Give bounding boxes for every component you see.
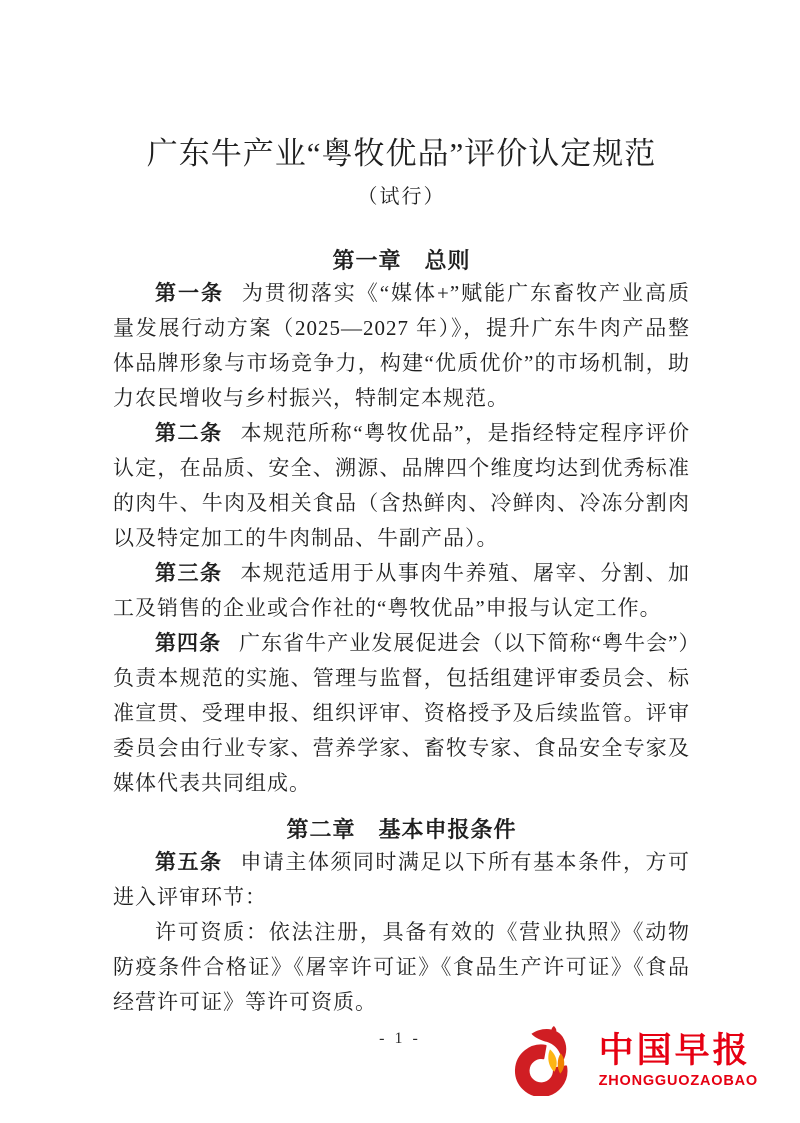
article-6: [113, 915, 690, 1020]
article-5-text: 申请主体须同时满足以下所有基本条件，方可进入评审环节：: [113, 850, 691, 909]
article-2-text: 本规范所称“粤牧优品”，是指经特定程序评价认定，在品质、安全、溯源、品牌四个维度均达到优秀标准的肉牛、牛肉及相关食品（含热鲜肉、冷鲜肉、冷冻分割肉以及特定加工的牛肉制品、牛副产品）。: [113, 421, 691, 550]
document-subtitle: （试行）: [357, 186, 446, 208]
chapter-2-heading: 第二章 基本申报条件: [286, 817, 517, 842]
article-2: [113, 416, 690, 556]
article-2-number: 第二条: [155, 421, 223, 445]
article-1: [113, 276, 690, 416]
article-3-number: 第三条: [155, 561, 223, 585]
zhongguozaobao-logo-text: [599, 1024, 758, 1089]
article-5: [113, 845, 690, 915]
article-1-number: 第一条: [155, 281, 224, 305]
article-5-number: 第五条: [155, 850, 223, 874]
article-3-text: 本规范适用于从事肉牛养殖、屠宰、分割、加工及销售的企业或合作社的“粤牧优品”申报与认定工作。: [113, 561, 691, 620]
zhongguozaobao-flame-icon: [505, 1026, 593, 1096]
document-title: 广东牛产业“粤牧优品”评价认定规范: [146, 136, 657, 171]
article-4-text: 广东省牛产业发展促进会（以下简称“粤牛会”）负责本规范的实施、管理与监督，包括组建评审委员会、标准宣贯、受理申报、组织评审、资格授予及后续监管。评审委员会由行业专家、营养学家、畜牧专家、食品安全专家及媒体代表共同组成。: [113, 631, 691, 795]
article-3: [113, 556, 690, 626]
logo-chinese-name: 中国早报: [598, 1031, 751, 1070]
article-4-number: 第四条: [155, 631, 222, 655]
chapter-1-heading: 第一章 总则: [332, 248, 471, 273]
zhongguozaobao-logo: [505, 1024, 758, 1096]
article-6-text: 许可资质：依法注册，具备有效的《营业执照》《动物防疫条件合格证》《屠宰许可证》《食品生产许可证》《食品经营许可证》等许可资质。: [113, 920, 690, 1014]
page-number: - 1 -: [379, 1030, 421, 1047]
article-4: [113, 626, 690, 801]
document-body: [113, 0, 690, 1020]
logo-pinyin-name: ZHONGGUOZAOBAO: [598, 1073, 758, 1089]
article-1-text: 为贯彻落实《“媒体+”赋能广东畜牧产业高质量发展行动方案（2025—2027 年）》，提升广东牛肉产品整体品牌形象与市场竞争力，构建“优质优价”的市场机制，助力农民增收与乡村振兴，特制定本规范。: [113, 281, 691, 410]
